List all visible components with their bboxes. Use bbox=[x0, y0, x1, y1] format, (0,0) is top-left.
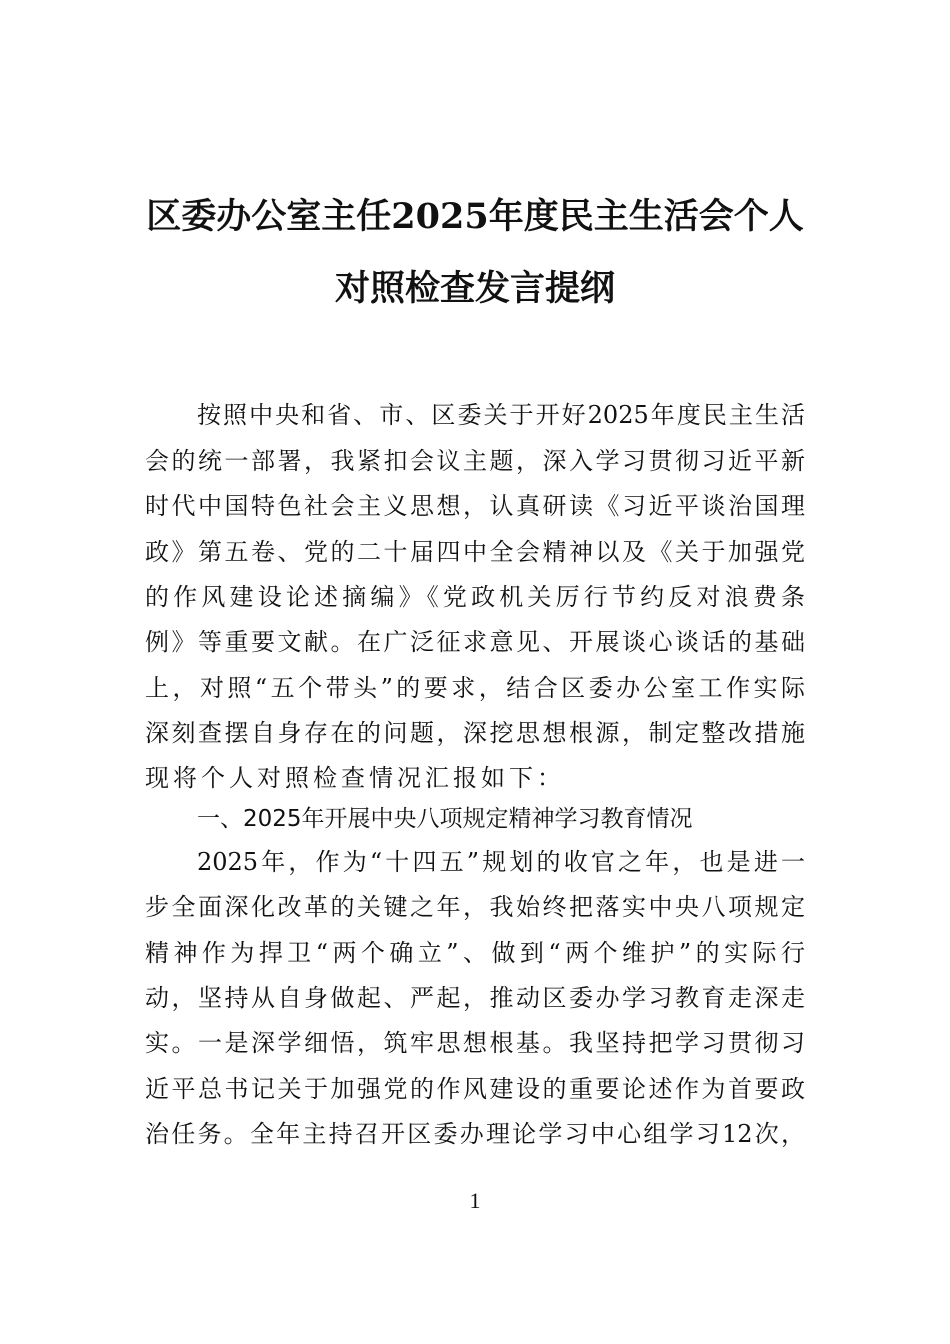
page-number: 1 bbox=[469, 1188, 481, 1213]
text-line: 动，坚持从自身做起、严起，推动区委办学习教育走深走 bbox=[145, 984, 805, 1012]
text-line: 2025年，作为“十四五”规划的收官之年，也是进一 bbox=[197, 848, 805, 876]
text-line: 上，对照“五个带头”的要求，结合区委办公室工作实际 bbox=[145, 674, 805, 702]
text-line: 按照中央和省、市、区委关于开好2025年度民主生活 bbox=[197, 401, 805, 429]
text-line: 实。一是深学细悟，筑牢思想根基。我坚持把学习贯彻习 bbox=[145, 1029, 805, 1057]
text-line: 的作风建设论述摘编》《党政机关厉行节约反对浪费条 bbox=[145, 583, 805, 611]
text-line: 现将个人对照检查情况汇报如下： bbox=[145, 764, 565, 792]
text-line: 时代中国特色社会主义思想，认真研读《习近平谈治国理 bbox=[145, 492, 805, 520]
text-line: 精神作为捍卫“两个确立”、做到“两个维护”的实际行 bbox=[145, 939, 805, 967]
text-line: 例》等重要文献。在广泛征求意见、开展谈心谈话的基础 bbox=[145, 628, 805, 656]
text-line: 治任务。全年主持召开区委办理论学习中心组学习12次， bbox=[145, 1120, 805, 1148]
text-line: 步全面深化改革的关键之年，我始终把落实中央八项规定 bbox=[145, 893, 805, 921]
text-line: 深刻查摆自身存在的问题，深挖思想根源，制定整改措施 bbox=[145, 719, 805, 747]
document-title-line-2: 对照检查发言提纲 bbox=[334, 268, 615, 309]
section-heading: 一、2025年开展中央八项规定精神学习教育情况 bbox=[197, 806, 693, 832]
document-title-line-1: 区委办公室主任2025年度民主生活会个人 bbox=[146, 196, 804, 237]
text-line: 会的统一部署，我紧扣会议主题，深入学习贯彻习近平新 bbox=[145, 447, 805, 475]
text-line: 政》第五卷、党的二十届四中全会精神以及《关于加强党 bbox=[145, 538, 805, 566]
text-line: 近平总书记关于加强党的作风建设的重要论述作为首要政 bbox=[145, 1075, 805, 1103]
